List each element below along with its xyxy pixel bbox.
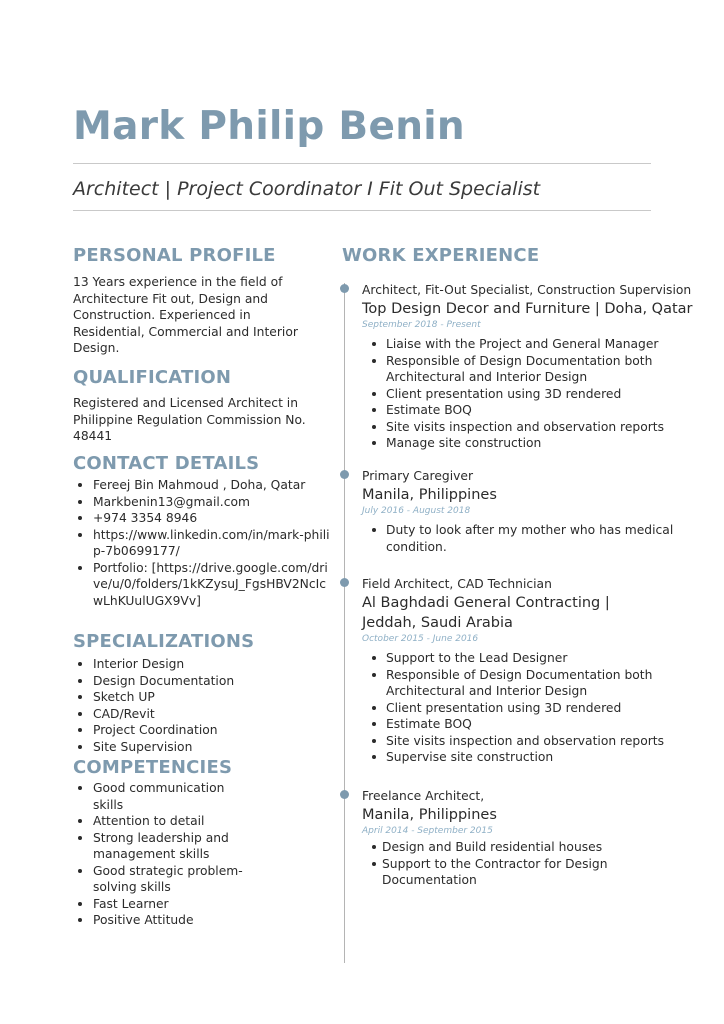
job-role: Architect, Fit-Out Specialist, Construction Supervision	[362, 283, 692, 297]
job-duty: Liaise with the Project and General Manager	[362, 336, 672, 353]
resume-tagline: Architect | Project Coordinator I Fit Out Specialist	[73, 178, 541, 200]
specialization-item: CAD/Revit	[73, 706, 318, 723]
job-duties	[362, 839, 632, 889]
specializations-list	[73, 656, 318, 755]
job-duty: Responsible of Design Documentation both Architectural and Interior Design	[362, 667, 672, 700]
job-duty: Support to the Contractor for Design Documentation	[362, 856, 632, 889]
job-entry	[362, 576, 707, 766]
contact-email-link[interactable]: Markbenin13@gmail.com	[73, 494, 335, 511]
contact-portfolio-link[interactable]: Portfolio: [https://drive.google.com/drive/u/0/folders/1kKZysuJ_FgsHBV2NcIcwLhKUulUGX9Vv]	[73, 560, 335, 610]
job-entry	[362, 282, 707, 452]
timeline-dot	[340, 470, 349, 479]
timeline-dot	[340, 284, 349, 293]
job-duties	[362, 336, 672, 452]
job-duty: Supervise site construction	[362, 749, 672, 766]
job-company: Al Baghdadi General Contracting | Jeddah, Saudi Arabia	[362, 595, 610, 631]
work-experience-heading: WORK EXPERIENCE	[342, 245, 540, 266]
contact-phone: +974 3354 8946	[73, 510, 335, 527]
timeline-dot	[340, 578, 349, 587]
job-company: Manila, Philippines	[362, 487, 497, 503]
job-duty: Estimate BOQ	[362, 716, 672, 733]
specializations-heading: SPECIALIZATIONS	[73, 631, 255, 652]
contact-list	[73, 477, 335, 609]
job-duty: Estimate BOQ	[362, 402, 672, 419]
job-duties	[362, 650, 672, 766]
contact-address: Fereej Bin Mahmoud , Doha, Qatar	[73, 477, 335, 494]
job-entry	[362, 788, 707, 889]
job-dates: September 2018 - Present	[362, 320, 481, 330]
competencies-list	[73, 780, 253, 929]
job-role: Field Architect, CAD Technician	[362, 577, 552, 591]
header-divider-top	[73, 163, 651, 164]
job-entry	[362, 468, 707, 555]
header-divider-bottom	[73, 210, 651, 211]
competency-item: Positive Attitude	[73, 912, 253, 929]
job-company: Manila, Philippines	[362, 807, 497, 823]
job-duty: Design and Build residential houses	[362, 839, 632, 856]
specialization-item: Site Supervision	[73, 739, 318, 756]
resume-name: Mark Philip Benin	[73, 104, 465, 149]
timeline-line	[344, 283, 345, 963]
job-role: Primary Caregiver	[362, 469, 474, 483]
competency-item: Attention to detail	[73, 813, 253, 830]
job-dates: October 2015 - June 2016	[362, 634, 479, 644]
competency-item: Good strategic problem-solving skills	[73, 863, 253, 896]
competency-item: Strong leadership and management skills	[73, 830, 253, 863]
job-duties	[362, 522, 697, 555]
personal-profile-text: 13 Years experience in the field of Architecture Fit out, Design and Construction. Experienced in Residential, Commercial and Interior Design.	[73, 275, 298, 355]
competencies-heading: COMPETENCIES	[73, 757, 233, 778]
qualification-heading: QUALIFICATION	[73, 367, 232, 388]
contact-linkedin-link[interactable]: https://www.linkedin.com/in/mark-philip-7b0699177/	[73, 527, 335, 560]
job-dates: April 2014 - September 2015	[362, 826, 493, 836]
job-duty: Responsible of Design Documentation both Architectural and Interior Design	[362, 353, 672, 386]
job-duty: Site visits inspection and observation reports	[362, 733, 672, 750]
job-duty: Manage site construction	[362, 435, 672, 452]
specialization-item: Sketch UP	[73, 689, 318, 706]
job-dates: July 2016 - August 2018	[362, 506, 471, 516]
specialization-item: Interior Design	[73, 656, 318, 673]
competency-item: Fast Learner	[73, 896, 253, 913]
job-duty: Support to the Lead Designer	[362, 650, 672, 667]
qualification-text: Registered and Licensed Architect in Philippine Regulation Commission No. 48441	[73, 396, 306, 443]
competency-item: Good communication skills	[73, 780, 253, 813]
specialization-item: Project Coordination	[73, 722, 318, 739]
job-company: Top Design Decor and Furniture | Doha, Qatar	[362, 301, 693, 317]
personal-profile-heading: PERSONAL PROFILE	[73, 245, 276, 266]
job-duty: Duty to look after my mother who has medical condition.	[362, 522, 697, 555]
contact-details-heading: CONTACT DETAILS	[73, 453, 260, 474]
job-duty: Site visits inspection and observation reports	[362, 419, 672, 436]
job-duty: Client presentation using 3D rendered	[362, 700, 672, 717]
specialization-item: Design Documentation	[73, 673, 318, 690]
job-role: Freelance Architect,	[362, 789, 485, 803]
timeline-dot	[340, 790, 349, 799]
job-duty: Client presentation using 3D rendered	[362, 386, 672, 403]
